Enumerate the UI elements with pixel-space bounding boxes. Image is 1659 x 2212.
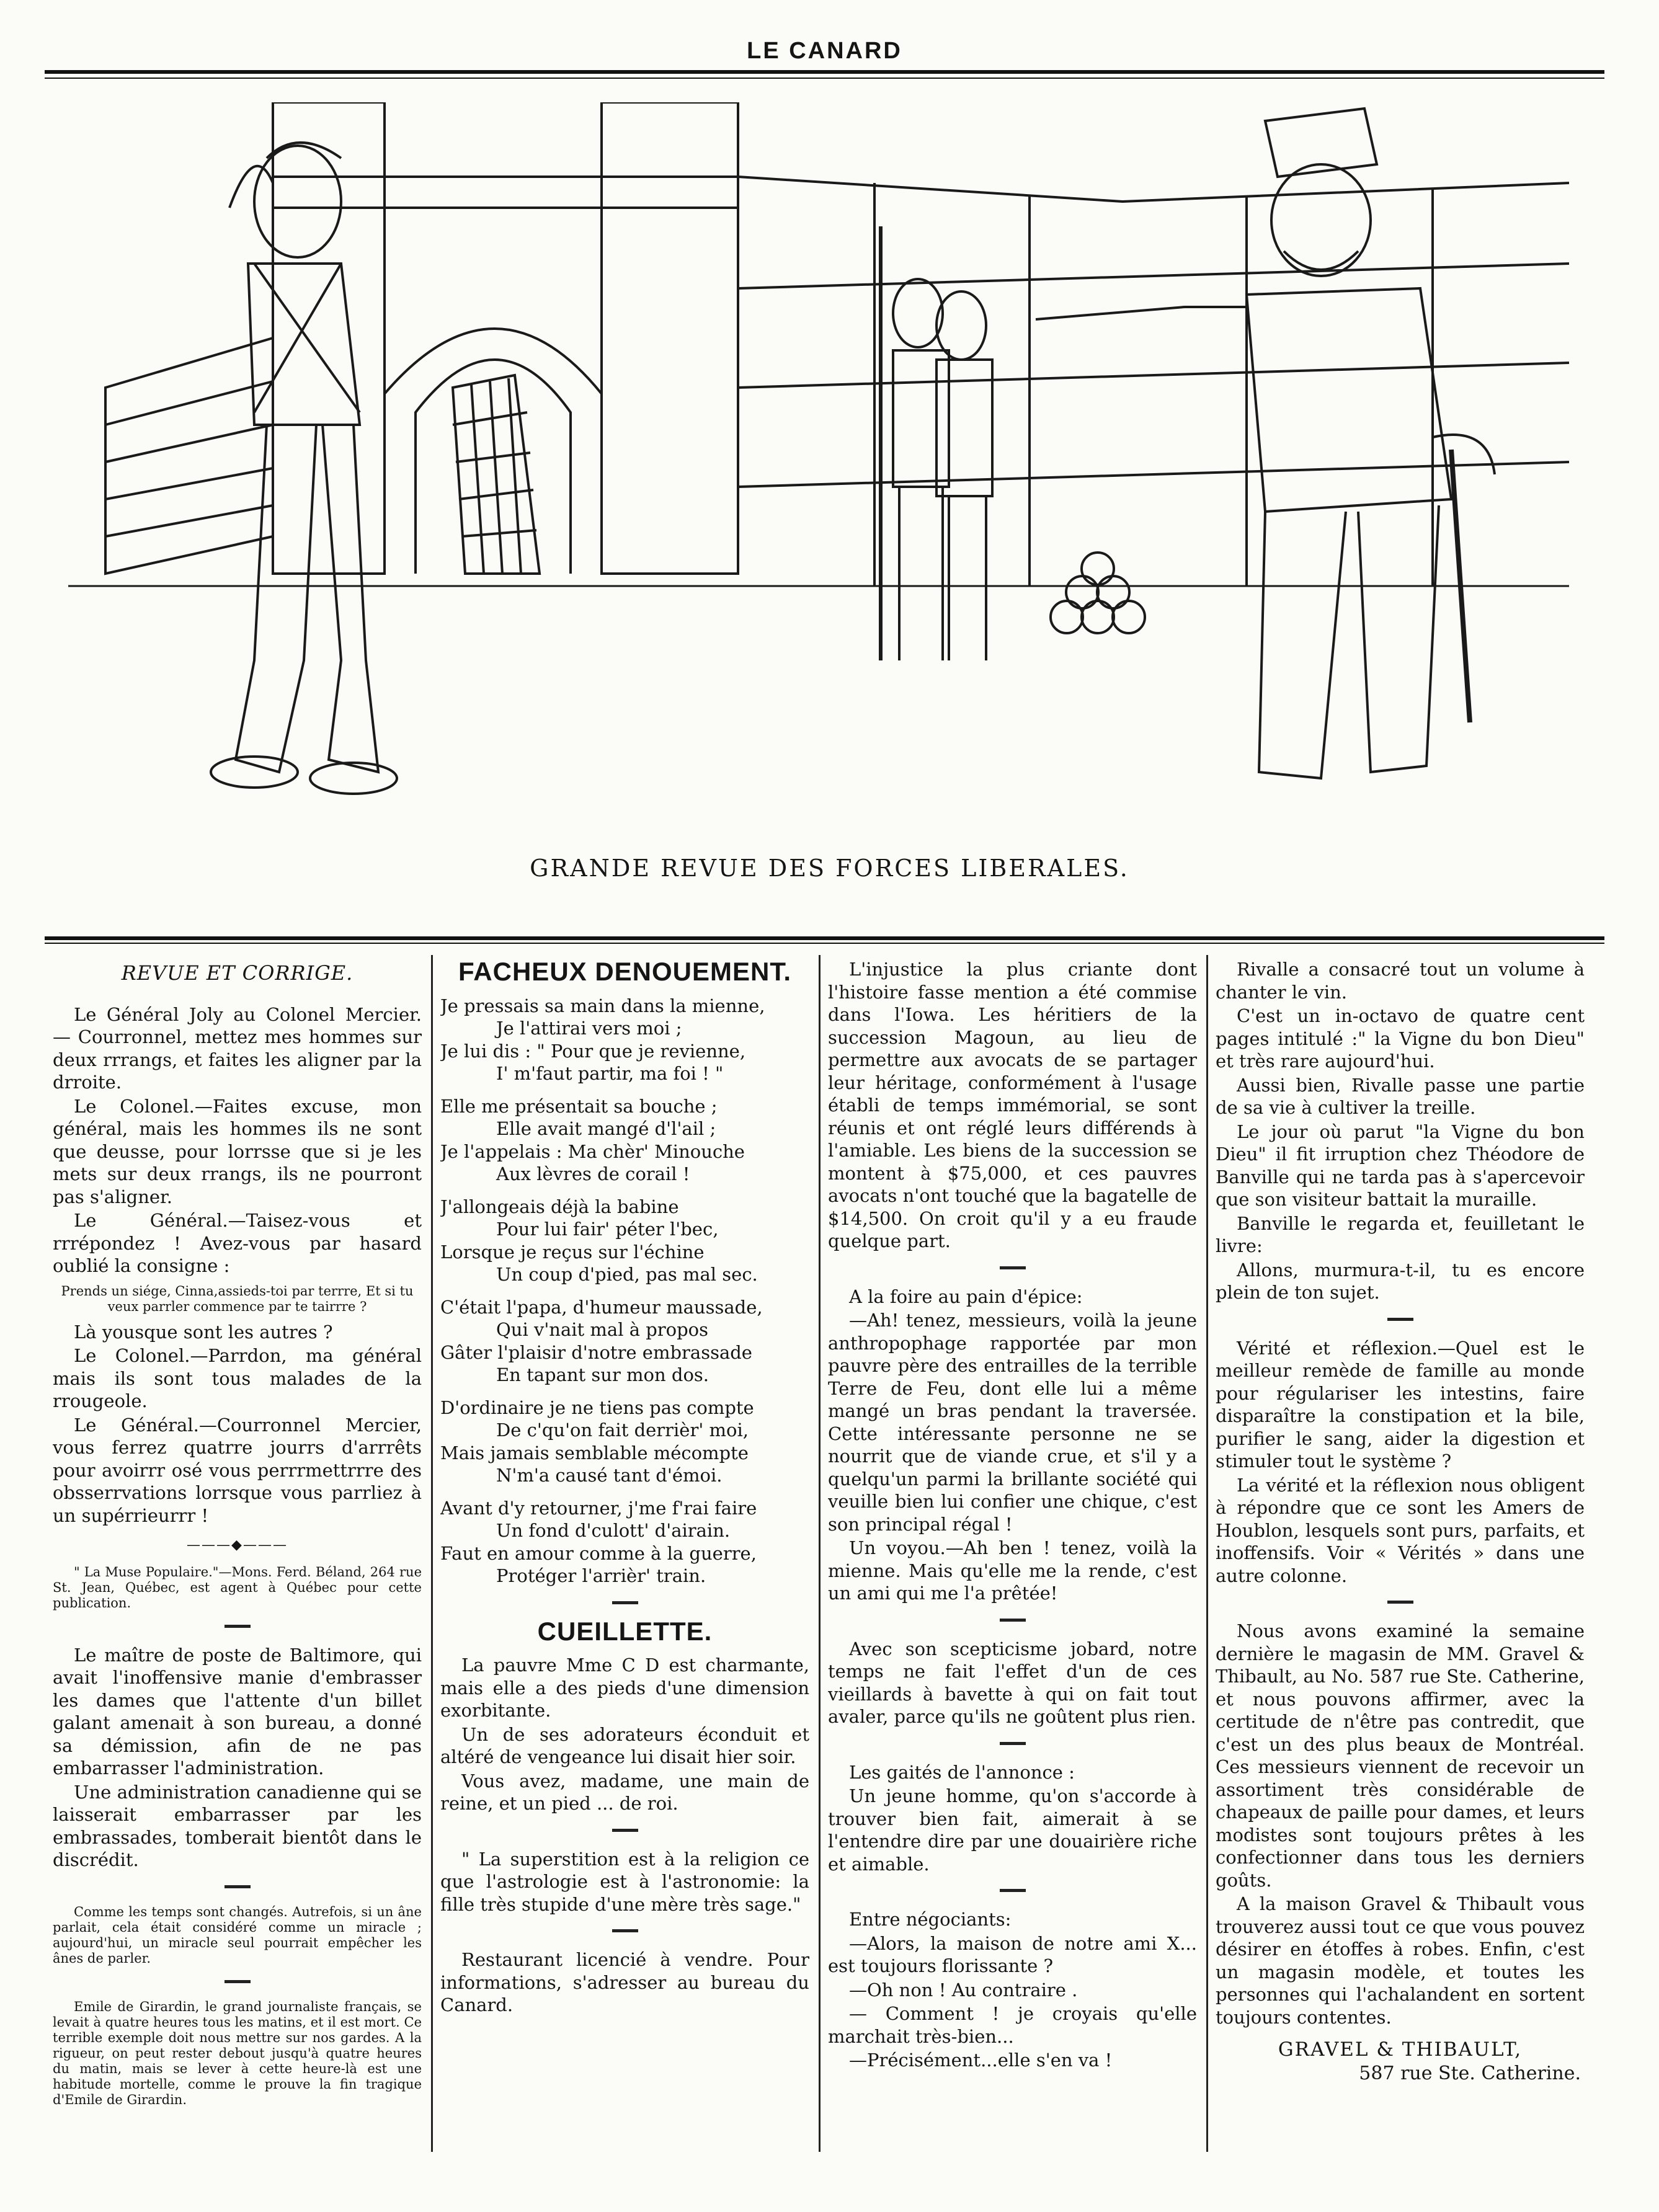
verse-line: Aux lèvres de corail !: [496, 1163, 690, 1184]
dash-divider: [1387, 1318, 1413, 1321]
news-paragraph: L'injustice la plus criante dont l'histoire fasse mention a été commise dans l'Iowa. Les héritiers de la succession Magoun, au lieu de permettre aux avocats de se partager leur héritage, conformément à l'usage établi de temps immémorial, se sont réunis et ont réglé leurs différends à l'amiable. Les biens de la succession se montent à $75,000, et ces pauvres avocats n'ont touché que la bagatelle de $14,500. On croit qu'il y a eu fraude quelque part.: [828, 959, 1197, 1251]
brief-paragraph: La pauvre Mme C D est charmante, mais elle a des pieds d'une dimension exorbitante.: [440, 1655, 809, 1721]
brief-paragraph: Vous avez, madame, une main de reine, et un pied ... de roi.: [440, 1770, 809, 1814]
quote-paragraph: " La superstition est à la religion ce que l'astrologie est à l'astronomie: la fille très stupide d'une mère très sage.": [440, 1848, 809, 1915]
dash-divider: [1000, 1742, 1026, 1745]
article-heading: REVUE ET CORRIGE.: [121, 961, 354, 985]
news-paragraph: Le maître de poste de Baltimore, qui avait l'inoffensive manie d'embrasser les dames que l'attente d'un billet galant amenait à son bureau, a donné sa démission, afin de ne pas embarrasser l'administration.: [53, 1644, 422, 1779]
poem-heading: FACHEUX DENOUEMENT.: [458, 958, 792, 986]
column-separator: [431, 955, 433, 2152]
verse-line: Qui v'nait mal à propos: [496, 1319, 708, 1340]
verse-line: Je lui dis : " Pour que je revienne,: [440, 1040, 746, 1062]
agent-notice: " La Muse Populaire."—Mons. Ferd. Béland, 264 rue St. Jean, Québec, est agent à Québec pour cette publication.: [53, 1564, 422, 1610]
poem-stanza: [440, 1296, 809, 1387]
verse-line: En tapant sur mon dos.: [496, 1364, 709, 1385]
verse-line: Un coup d'pied, pas mal sec.: [496, 1264, 758, 1285]
advert-paragraph: La vérité et la réflexion nous obligent à répondre que ce sont les Amers de Houblon, lesquels sont purs, parfaits, et inoffensifs. Voir « Vérités » dans une autre colonne.: [1216, 1474, 1585, 1586]
poem-stanza: [440, 1196, 809, 1286]
brief-paragraph: A la foire au pain d'épice:: [849, 1286, 1083, 1307]
dash-divider: [612, 1829, 638, 1832]
news-paragraph: C'est un in-octavo de quatre cent pages intitulé :" la Vigne du bon Dieu" et très rare aujourd'hui.: [1216, 1005, 1585, 1072]
masthead: [45, 34, 1604, 78]
verse-line: Je l'attirai vers moi ;: [496, 1018, 682, 1039]
verse-line: Lorsque je reçus sur l'échine: [440, 1241, 705, 1263]
verse-line: Mais jamais semblable mécompte: [440, 1442, 749, 1464]
news-paragraph: Le jour où parut "la Vigne du bon Dieu" il fit irruption chez Théodore de Banville qui ne tarda pas à s'apercevoir que son visiteur battait la muraille.: [1216, 1121, 1585, 1210]
news-paragraph: Allons, murmura-t-il, tu es encore plein de ton sujet.: [1216, 1259, 1585, 1303]
advert-paragraph: Nous avons examiné la semaine dernière le magasin de MM. Gravel & Thibault, au No. 587 rue Ste. Catherine, et nous pouvons affirmer, avec la certitude de n'être pas contredit, que c'est un des plus beaux de Montréal. Ces messieurs viennent de recevoir un assortiment très considérable de chapeaux de paille pour dames, et leurs modistes sont toujours prêtes à les confectionner dans tous les derniers goûts.: [1216, 1620, 1585, 1891]
news-paragraph: Une administration canadienne qui se laisserait embarrasser par les embrassades, tomberait bientôt dans le discrédit.: [53, 1781, 422, 1870]
dialogue-paragraph: Le Général.—Taisez-vous et rrrépondez ! Avez-vous par hasard oublié la consigne :: [53, 1210, 422, 1276]
poem-stanza: [440, 1497, 809, 1588]
verse-line: Avant d'y retourner, j'me f'rai faire: [440, 1497, 757, 1519]
brief-paragraph: Les gaités de l'annonce :: [849, 1761, 1075, 1783]
verse-line: Je pressais sa main dans la mienne,: [440, 995, 765, 1016]
brief-paragraph: Emile de Girardin, le grand journaliste français, se levait à quatre heures tous les matins, et il est mort. Ce terrible exemple doit nous mettre sur nos gardes. A la rigueur, on peut rester debout jusqu'à quatre heures du matin, mais se lever à cette heure-là est une habitude mortelle, comme le prouve la fin tragique d'Emile de Girardin.: [53, 1999, 422, 2107]
brief-paragraph: Un voyou.—Ah ben ! tenez, voilà la mienne. Mais qu'elle me la rende, c'est un ami qui me l'a prêtée!: [828, 1537, 1197, 1604]
verse-line: De c'qu'on fait derrièr' moi,: [496, 1419, 749, 1441]
illustration-caption: GRANDE REVUE DES FORCES LIBERALES.: [530, 855, 1129, 882]
brief-paragraph: Comme les temps sont changés. Autrefois, si un âne parlait, cela était considéré comme un miracle ; aujourd'hui, un miracle seul pourrait empêcher les ânes de parler.: [53, 1904, 422, 1966]
dialogue-paragraph: —Oh non ! Au contraire .: [849, 1979, 1078, 2001]
dash-divider: [1000, 1619, 1026, 1622]
dialogue-paragraph: Là yousque sont les autres ?: [74, 1321, 333, 1343]
verse-line: Je l'appelais : Ma chèr' Minouche: [440, 1140, 745, 1162]
newspaper-title: LE CANARD: [747, 38, 902, 64]
verse-line: N'm'a causé tant d'émoi.: [496, 1465, 723, 1486]
column-1: [53, 958, 422, 2167]
dash-divider: [1000, 1266, 1026, 1269]
brief-paragraph: Un jeune homme, qu'on s'accorde à trouver bien fait, aimerait à se l'entendre dire par une douairière riche et aimable.: [828, 1785, 1197, 1875]
brief-paragraph: Entre négociants:: [849, 1909, 1012, 1930]
verse-line: Gâter l'plaisir d'notre embrassade: [440, 1341, 752, 1363]
section-heading: CUEILLETTE.: [537, 1616, 713, 1646]
brief-paragraph: Avec son scepticisme jobard, notre temps ne fait l'effet d'un de ces vieillards à bavette à qui on fait tout avaler, parce qu'ils ne goûtent plus rien.: [828, 1638, 1197, 1727]
ornament-divider: ———◆———: [187, 1537, 288, 1553]
quote-verse: Prends un siége, Cinna,assieds-toi par terrre, Et si tu veux parrler commence par te tairrre ?: [61, 1283, 414, 1314]
poem-stanza: [440, 1095, 809, 1186]
classified-ad: Restaurant licencié à vendre. Pour informations, s'adresser au bureau du Canard.: [440, 1949, 809, 2015]
masthead-rule: [45, 70, 1604, 74]
dash-divider: [612, 1601, 638, 1604]
dialogue-paragraph: Le Colonel.—Parrdon, ma général mais ils sont tous malades de la rrougeole.: [53, 1345, 422, 1411]
dialogue-paragraph: —Précisément...elle s'en va !: [849, 2050, 1113, 2071]
column-3: [828, 958, 1197, 2167]
column-4: [1216, 958, 1585, 2167]
dialogue-paragraph: Le Général Joly au Colonel Mercier. — Courronnel, mettez mes hommes sur deux rrrangs, et faites les aligner par la drroite.: [53, 1003, 422, 1093]
dash-divider: [612, 1929, 638, 1932]
verse-line: Faut en amour comme à la guerre,: [440, 1542, 757, 1564]
column-separator: [819, 955, 821, 2152]
brief-paragraph: —Ah! tenez, messieurs, voilà la jeune anthropophage rapportée par mon pauvre père des entrailles de la terrible Terre de Feu, dont elle lui a même mangé un bras pendant la traversée. Cette intéressante personne ne se nourrit que de viande crue, et s'il y a quelqu'un parmi la brillante société qui veuille bien lui confier une chique, c'est son principal régal !: [828, 1310, 1197, 1535]
poem-stanza: [440, 1397, 809, 1487]
dialogue-paragraph: Le Général.—Courronnel Mercier, vous ferrez quatrre jourrs d'arrrêts pour avoirrr osé vous perrrmettrrre des obsserrvations lorrsque vous parrliez à un supérrieurrr !: [53, 1414, 422, 1526]
verse-line: D'ordinaire je ne tiens pas compte: [440, 1397, 754, 1418]
verse-line: Protéger l'arrièr' train.: [496, 1565, 706, 1586]
verse-line: C'était l'papa, d'humeur maussade,: [440, 1296, 763, 1318]
verse-line: Elle avait mangé d'l'ail ;: [496, 1118, 716, 1139]
verse-line: Elle me présentait sa bouche ;: [440, 1095, 718, 1117]
verse-line: Un fond d'culott' d'airain.: [496, 1520, 731, 1541]
verse-line: I' m'faut partir, ma foi ! ": [496, 1063, 724, 1084]
section-rule-thin: [45, 943, 1604, 944]
dash-divider: [1000, 1889, 1026, 1892]
dialogue-paragraph: —Alors, la maison de notre ami X... est toujours florissante ?: [828, 1932, 1197, 1976]
masthead-rule-thin: [45, 78, 1604, 79]
advert-signature: GRAVEL & THIBAULT,: [1278, 2038, 1523, 2061]
verse-line: Pour lui fair' péter l'bec,: [496, 1219, 719, 1240]
dialogue-paragraph: — Comment ! je croyais qu'elle marchait très-bien...: [828, 2003, 1197, 2047]
dash-divider: [1387, 1601, 1413, 1604]
verse-line: J'allongeais déjà la babine: [440, 1196, 679, 1217]
news-paragraph: Banville le regarda et, feuilletant le livre:: [1216, 1212, 1585, 1256]
dash-divider: [225, 1980, 251, 1983]
poem-stanza: [440, 995, 809, 1085]
news-paragraph: Rivalle a consacré tout un volume à chanter le vin.: [1216, 959, 1585, 1003]
news-paragraph: Aussi bien, Rivalle passe une partie de sa vie à cultiver la treille.: [1216, 1074, 1585, 1118]
brief-paragraph: Un de ses adorateurs éconduit et altéré de vengeance lui disait hier soir.: [440, 1723, 809, 1767]
dash-divider: [225, 1625, 251, 1628]
column-separator: [1206, 955, 1208, 2152]
cartoon-illustration: [68, 102, 1569, 822]
column-2: [440, 958, 809, 2167]
dash-divider: [225, 1885, 251, 1888]
section-rule: [45, 936, 1604, 940]
advert-paragraph: Vérité et réflexion.—Quel est le meilleur remède de famille au monde pour régulariser les intestins, faire disparaître la constipation et la bile, purifier le sang, aider la digestion et stimuler tout le système ?: [1216, 1337, 1585, 1472]
dialogue-paragraph: Le Colonel.—Faites excuse, mon général, mais les hommes ils ne sont que deusse, pour lorrsse que si je les mets sur deux rrangs, ils ne pourront pas s'aligner.: [53, 1095, 422, 1207]
advert-address: 587 rue Ste. Catherine.: [1359, 2062, 1581, 2084]
advert-paragraph: A la maison Gravel & Thibault vous trouverez aussi tout ce que vous pouvez désirer en étoffes à robes. Enfin, c'est un magasin modèle, et toutes les personnes qui l'achalandent en sortent toujours contentes.: [1216, 1893, 1585, 2028]
